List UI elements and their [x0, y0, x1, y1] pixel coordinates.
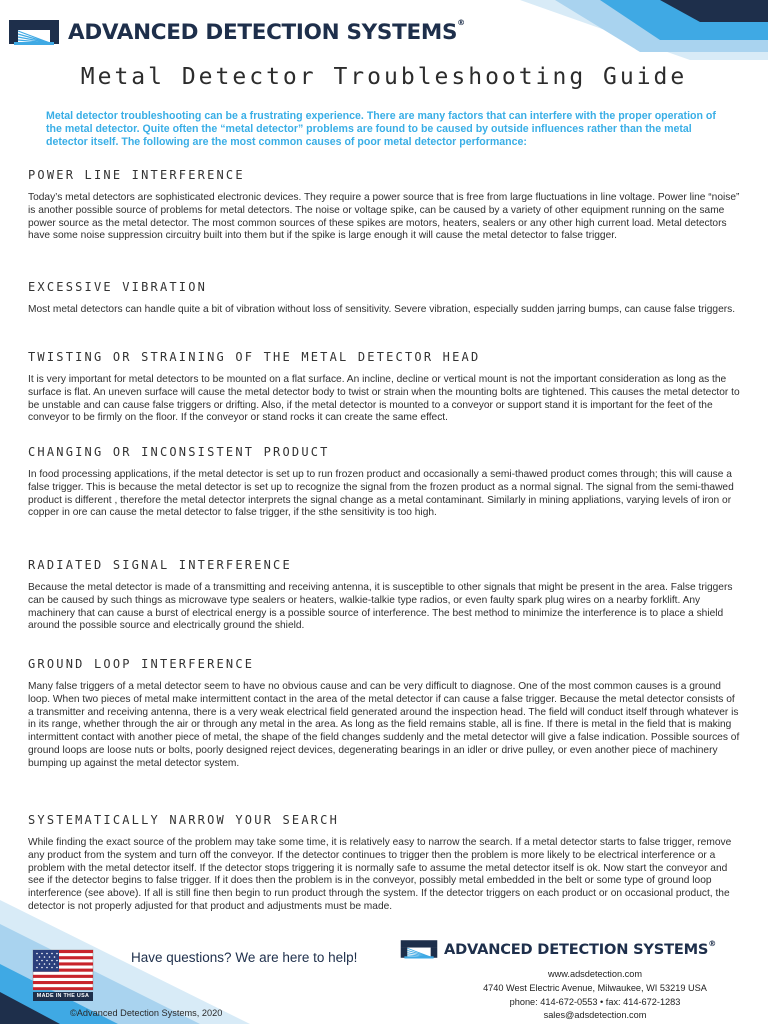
section-heading: RADIATED SIGNAL INTERFERENCE: [28, 558, 292, 572]
section-body: Because the metal detector is made of a transmitting and receiving antenna, it is susceptible to other signals that might be present in the area. False triggers can be caused by such things as microwave type sealers or heaters, walkie-talkie type radios, or even faulty spark plug wires on a nearby forklift. Any machinery that can cause a burst of electrical energy is a possible source of interference. The best method to minimize the interference is to place a shield around the possible source and electrically ground the shield.: [28, 582, 733, 632]
contact-block: [430, 968, 760, 1023]
address: 4740 West Electric Avenue, Milwaukee, WI 53219 USA: [483, 982, 707, 993]
section-heading: POWER LINE INTERFERENCE: [28, 168, 245, 182]
section-heading: TWISTING OR STRAINING OF THE METAL DETECTOR HEAD: [28, 350, 481, 364]
section-heading: CHANGING OR INCONSISTENT PRODUCT: [28, 445, 330, 459]
section-heading: GROUND LOOP INTERFERENCE: [28, 657, 255, 671]
footer-brand: [400, 938, 716, 960]
usa-flag-badge: [30, 948, 96, 997]
brand-name: ADVANCED DETECTION SYSTEMS®: [68, 17, 465, 45]
header-brand: [8, 14, 465, 50]
section-changing-product: [28, 445, 740, 520]
intro-paragraph: Metal detector troubleshooting can be a frustrating experience. There are many factors that can interfere with the proper operation of the metal detector. Quite often the “metal detector” problems are found to be caused by outside influences rather than the metal detector itself. The following are the most common causes of poor metal detector performance:: [46, 110, 716, 148]
section-ground-loop: [28, 657, 740, 771]
section-heading: SYSTEMATICALLY NARROW YOUR SEARCH: [28, 813, 340, 827]
section-body: Many false triggers of a metal detector seem to have no obvious cause and can be very difficult to diagnose. One of the most common causes is a ground loop. When two pieces of metal make intermittent contact in the area of the metal detector if can cause a false trigger. Because the metal detector consists of a transmitter and receiving antenna, there is a very weak electrical field generated around the inspection head. The field will conduct itself through whatever is in its range, whether through the air or through any metal in the area. As long as the field remains stable, all is fine. If there is metal in the field that is making intermittent contact with another piece of metal, the shape of the field changes suddenly and the metal detector will give a false indication. Possible sources of ground loops are loose nuts or bolts, poorly designed reject devices, degenerating bearings in an idler or drive pulley, or even another piece of machinery bumping up against the metal detector system.: [28, 681, 740, 769]
section-body: Today’s metal detectors are sophisticated electronic devices. They require a power source that is free from large fluctuations in line voltage. Power line “noise” is another possible source of problems for metal detectors. The noise or voltage spike, can be caused by a variety of other equipment running on the same power source as the metal detector. The most common sources of these spikes are motors, heaters, sealers or any other high current load. Metal detectors have some noise suppression circuitry built into them but if the spike is large enough it will cause the metal detector to false trigger.: [28, 192, 740, 242]
copyright: ©Advanced Detection Systems, 2020: [70, 1008, 223, 1018]
phone-fax: phone: 414-672-0553 • fax: 414-672-1283: [509, 996, 681, 1007]
section-twisting: [28, 350, 740, 425]
brand-name: ADVANCED DETECTION SYSTEMS®: [444, 938, 717, 958]
section-heading: EXCESSIVE VIBRATION: [28, 280, 208, 294]
usa-flag-icon: [30, 948, 96, 992]
section-body: Most metal detectors can handle quite a bit of vibration without loss of sensitivity. Severe vibration, especially sudden jarring bumps, can cause false triggers.: [28, 304, 736, 315]
document-title: Metal Detector Troubleshooting Guide: [80, 64, 688, 90]
ads-logo-icon: [400, 938, 438, 960]
section-body: In food processing applications, if the metal detector is set up to run frozen product and occasionally a semi-thawed product comes through; this will cause a false trigger. This is because the metal detector is set up to recognize the signal from the frozen product as a normal signal. The signal from the semi-thawed product is different , therefore the metal detector interprets the signal change as a metal contaminant. Similarly in mining appliations, varying levels of iron or copper in ore can cause the metal detector to false trigger, if the sthe sensitivity is too high.: [28, 469, 734, 519]
ads-logo-icon: [8, 18, 60, 46]
section-power-line: [28, 168, 740, 243]
website-link[interactable]: www.adsdetection.com: [548, 969, 642, 979]
section-narrow-search: [28, 813, 740, 914]
section-body: While finding the exact source of the problem may take some time, it is relatively easy to narrow the search. If a metal detector starts to false trigger, remove any product from the system and turn off the conveyor. If the detector continues to trigger then the problem is more likely to be electrical interference or a problem with the metal detector itself. If the detector stops triggering it is normally safe to assume the metal detector itself is ok. Now start the conveyor and see if the detector begins to false trigger. If it does then the problem is in the conveyor, possibly metal embedded in the belt or some type of ground loop interference (see above). If all is still fine then begin to run product through the system. If the detector triggers on each product or on occasional product, the detector is not properly adjusted for that product and adjustments must be made.: [28, 837, 732, 912]
help-tagline: Have questions? We are here to help!: [131, 950, 358, 965]
section-body: It is very important for metal detectors to be mounted on a flat surface. An incline, decline or vertical mount is not the important consideration as long as the surface is flat. An uneven surface will cause the metal detector body to twist or strain when the mounting bolts are tightened. This causes the metal detector to be unstable and can cause false triggers or drifting. Also, if the metal detector is mounted to a conveyor or support stand it is important for the feet of the conveyor to be firmly on the floor. If the conveyor or stand rocks it can create the same effect.: [28, 374, 740, 424]
email-link[interactable]: sales@adsdetection.com: [543, 1010, 647, 1021]
section-vibration: [28, 280, 740, 317]
made-in-usa-label: MADE IN THE USA: [33, 992, 93, 1001]
section-radiated-signal: [28, 558, 740, 633]
